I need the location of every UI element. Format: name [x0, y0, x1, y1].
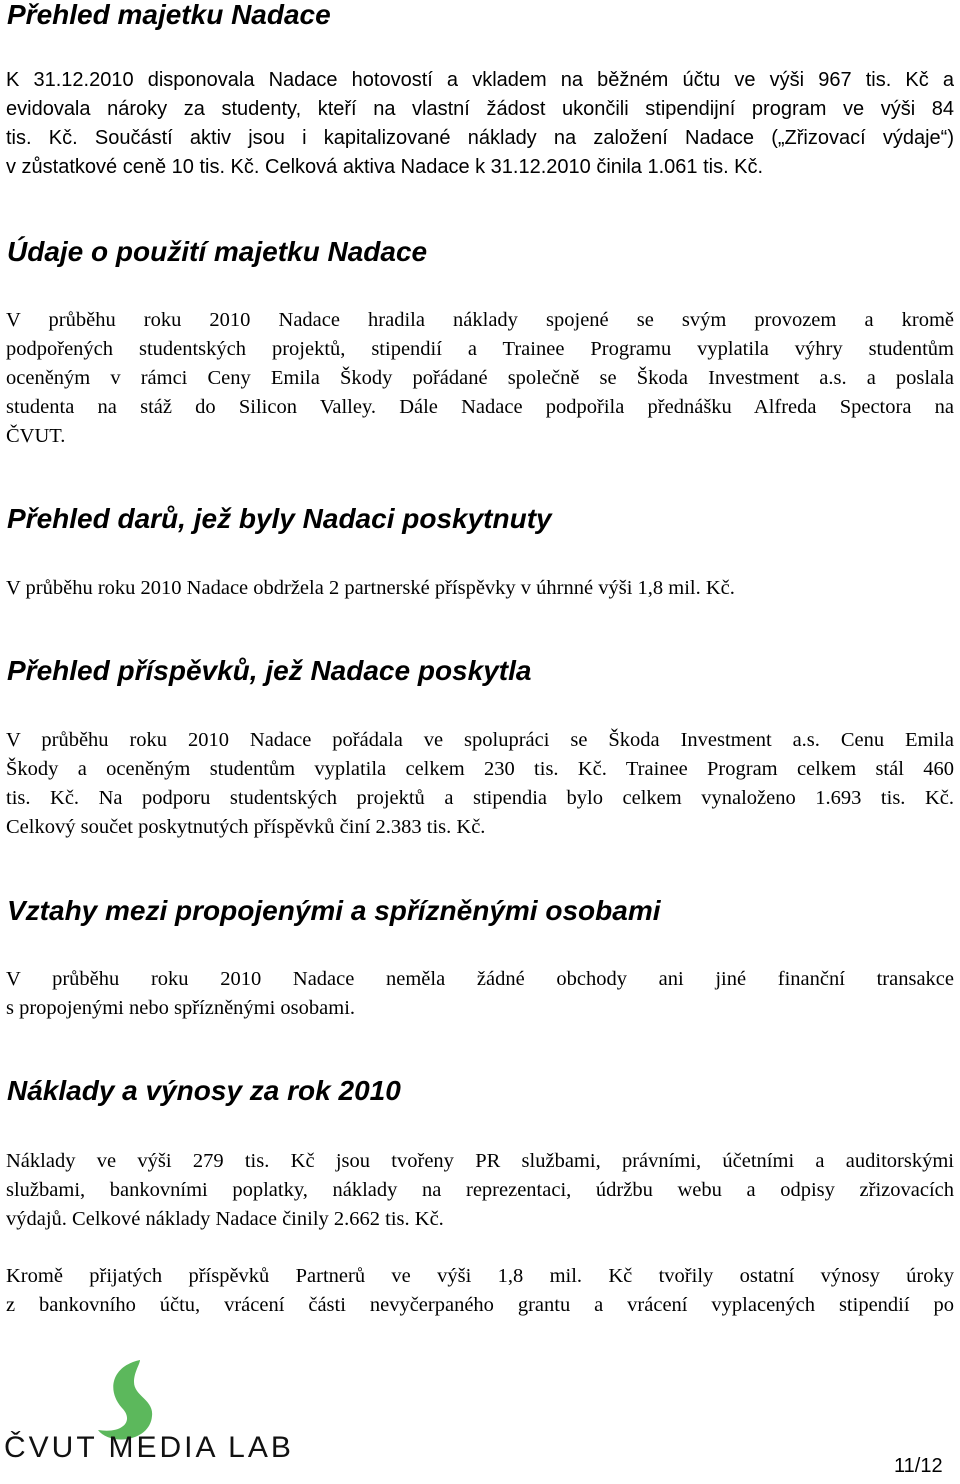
paragraph-line: evidovala nároky za studenty, kteří na vlastní žádost ukončili stipendijní program ve výši 84 [6, 98, 954, 120]
paragraph-line: Kromě přijatých příspěvků Partnerů ve výši 1,8 mil. Kč tvořily ostatní výnosy úroky [6, 1265, 954, 1287]
section-title-vztahy: Vztahy mezi propojenými a spřízněnými osobami [7, 895, 661, 926]
page-number: 11/12 [894, 1455, 943, 1477]
paragraph-line: podpořených studentských projektů, stipendií a Trainee Programu vyplatila výhry studentům [6, 338, 954, 360]
paragraph-line: V průběhu roku 2010 Nadace neměla žádné obchody ani jiné finanční transakce [6, 968, 954, 990]
section-body-udaje-o-pouziti [6, 306, 954, 451]
paragraph-line: Celkový součet poskytnutých příspěvků činí 2.383 tis. Kč. [6, 816, 486, 838]
paragraph-line: z bankovního účtu, vrácení části nevyčerpaného grantu a vrácení vyplacených stipendií po [6, 1294, 954, 1316]
paragraph-line: tis. Kč. Na podporu studentských projektů a stipendia bylo celkem vynaloženo 1.693 tis. Kč. [6, 787, 954, 809]
section-body-naklady [6, 1147, 954, 1234]
paragraph-line: V průběhu roku 2010 Nadace hradila náklady spojené se svým provozem a kromě [6, 309, 954, 331]
section-body-vynosy [6, 1262, 954, 1320]
paragraph-line: K 31.12.2010 disponovala Nadace hotovostí a vkladem na běžném účtu ve výši 967 tis. Kč a [6, 69, 954, 91]
paragraph-line: tis. Kč. Součástí aktiv jsou i kapitalizované náklady na založení Nadace („Zřizovací výdaje“) [6, 127, 954, 149]
paragraph-line: ČVUT. [6, 425, 66, 447]
section-title-prehled-daru: Přehled darů, jež byly Nadaci poskytnuty [7, 503, 552, 534]
section-title-udaje-o-pouziti: Údaje o použití majetku Nadace [7, 236, 428, 267]
section-body-prehled-daru [6, 574, 954, 603]
paragraph-line: Škody a oceněným studentům vyplatila celkem 230 tis. Kč. Trainee Program celkem stál 460 [6, 758, 954, 780]
paragraph-line: v zůstatkové ceně 10 tis. Kč. Celková aktiva Nadace k 31.12.2010 činila 1.061 tis. Kč. [6, 156, 764, 178]
section-body-vztahy [6, 965, 954, 1023]
paragraph-line: studenta na stáž do Silicon Valley. Dále Nadace podpořila přednášku Alfreda Spectora na [6, 396, 954, 418]
section-title-prehled-prispevku: Přehled příspěvků, jež Nadace poskytla [7, 655, 532, 686]
paragraph-line: s propojenými nebo spřízněnými osobami. [6, 997, 356, 1019]
section-body-prehled-majetku [6, 66, 954, 182]
paragraph-line: výdajů. Celkové náklady Nadace činily 2.662 tis. Kč. [6, 1208, 444, 1230]
section-title-prehled-majetku: Přehled majetku Nadace [7, 0, 331, 30]
logo-text: ČVUT MEDIA LAB [4, 1431, 294, 1464]
section-body-prehled-prispevku [6, 726, 954, 842]
paragraph-line: oceněným v rámci Ceny Emila Škody pořádané společně se Škoda Investment a.s. a poslala [6, 367, 954, 389]
paragraph-line: V průběhu roku 2010 Nadace pořádala ve spolupráci se Škoda Investment a.s. Cenu Emila [6, 729, 954, 751]
paragraph-line: V průběhu roku 2010 Nadace obdržela 2 partnerské příspěvky v úhrnné výši 1,8 mil. Kč. [6, 577, 735, 599]
logo-leaf-icon [98, 1360, 152, 1439]
paragraph-line: službami, bankovními poplatky, náklady na reprezentaci, údržbu webu a odpisy zřizovacích [6, 1179, 954, 1201]
paragraph-line: Náklady ve výši 279 tis. Kč jsou tvořeny PR službami, právními, účetními a auditorskými [6, 1150, 954, 1172]
section-title-naklady-vynosy: Náklady a výnosy za rok 2010 [7, 1075, 401, 1106]
